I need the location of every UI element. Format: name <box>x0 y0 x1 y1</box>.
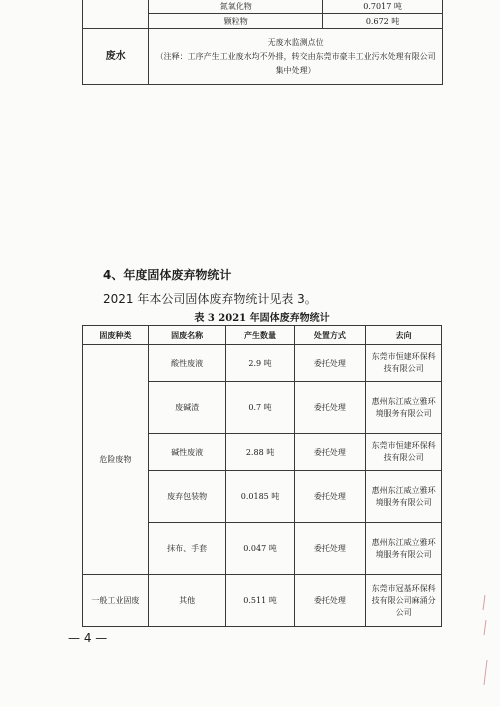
margin-ink-mark <box>478 590 492 690</box>
waste-qty: 2.9 吨 <box>226 345 294 382</box>
waste-method: 委托处理 <box>294 345 366 382</box>
pollutant-name: 颗粒物 <box>149 14 323 29</box>
waste-dest: 惠州东江威立雅环境服务有限公司 <box>366 382 442 434</box>
waste-dest: 东莞市冠基环保科技有限公司麻涌分公司 <box>366 575 442 627</box>
wastewater-note <box>149 29 443 85</box>
header-method: 处置方式 <box>294 326 366 345</box>
table-row <box>83 345 442 382</box>
category-general: 一般工业固废 <box>83 575 149 627</box>
waste-method: 委托处理 <box>294 471 366 523</box>
pollutant-value: 0.672 吨 <box>323 14 443 29</box>
waste-name: 其他 <box>148 575 226 627</box>
table-caption: 表 3 2021 年固体废弃物统计 <box>194 313 330 324</box>
waste-dest: 惠州东江威立雅环境服务有限公司 <box>366 471 442 523</box>
waste-name: 抹布、手套 <box>148 523 226 575</box>
section-heading: 4、年度固体废弃物统计 <box>103 268 232 282</box>
header-category: 固废种类 <box>83 326 149 345</box>
waste-name: 废弃包装物 <box>148 471 226 523</box>
pollutant-value: 0.7017 吨 <box>323 0 443 14</box>
empty-cell <box>83 0 149 29</box>
waste-name: 酸性废液 <box>148 345 226 382</box>
table-header-row <box>83 326 442 345</box>
header-name: 固废名称 <box>148 326 226 345</box>
waste-dest: 东莞市恒建环保科技有限公司 <box>366 434 442 471</box>
emissions-table-continued <box>82 0 443 85</box>
waste-dest: 惠州东江威立雅环境服务有限公司 <box>366 523 442 575</box>
waste-dest: 东莞市恒建环保科技有限公司 <box>366 345 442 382</box>
waste-qty: 2.88 吨 <box>226 434 294 471</box>
waste-method: 委托处理 <box>294 523 366 575</box>
waste-name: 碱性废液 <box>148 434 226 471</box>
waste-qty: 0.0185 吨 <box>226 471 294 523</box>
category-hazardous: 危险废物 <box>83 345 149 575</box>
wastewater-line1: 无废水监测点位 <box>267 37 324 47</box>
header-quantity: 产生数量 <box>226 326 294 345</box>
solid-waste-table <box>82 325 442 627</box>
waste-method: 委托处理 <box>294 575 366 627</box>
wastewater-label: 废水 <box>83 29 149 85</box>
table-row <box>83 575 442 627</box>
waste-method: 委托处理 <box>294 382 366 434</box>
header-destination: 去向 <box>366 326 442 345</box>
waste-method: 委托处理 <box>294 434 366 471</box>
waste-qty: 0.7 吨 <box>226 382 294 434</box>
page-number: — 4 — <box>68 631 108 645</box>
wastewater-line2: （注释：工序产生工业废水均不外排，转交由东莞市豪丰工业污水处理有限公司集中处理） <box>155 51 436 75</box>
waste-qty: 0.511 吨 <box>226 575 294 627</box>
pollutant-name: 氮氧化物 <box>149 0 323 14</box>
waste-name: 废碱渣 <box>148 382 226 434</box>
section-paragraph: 2021 年本公司固体废弃物统计见表 3。 <box>103 292 317 306</box>
waste-qty: 0.047 吨 <box>226 523 294 575</box>
